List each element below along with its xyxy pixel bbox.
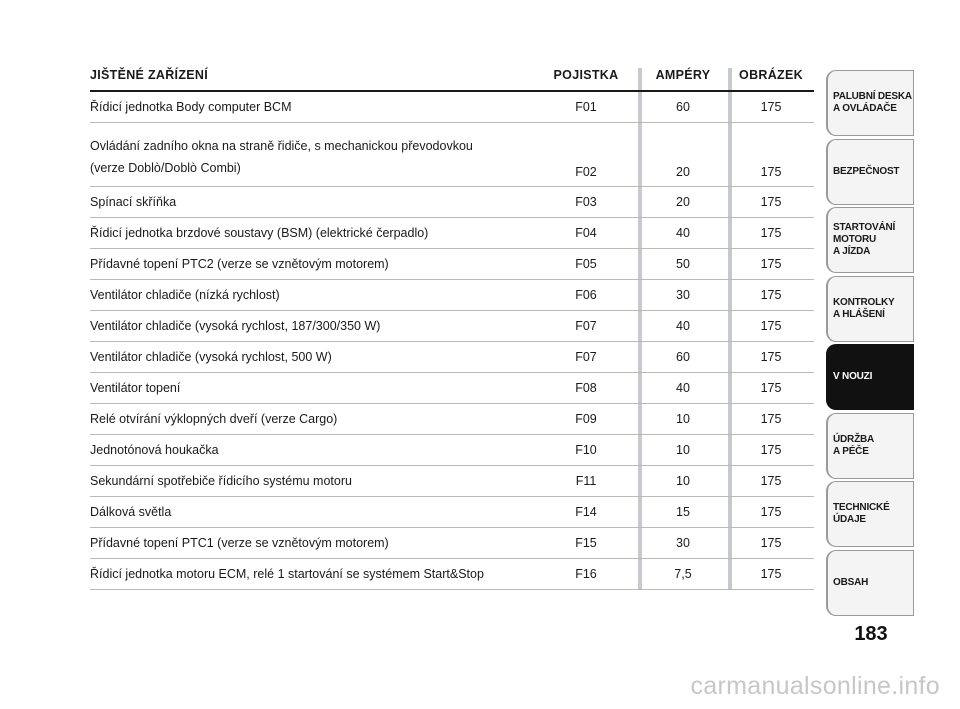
device-cell: [90, 373, 534, 404]
chapter-tab-label: TECHNICKÉ ÚDAJE: [833, 502, 890, 525]
figure-cell: 175: [728, 91, 814, 123]
amps-cell: 15: [638, 497, 728, 528]
fuse-cell: F01: [534, 91, 638, 123]
chapter-tabs: [826, 70, 916, 618]
fuse-table: [90, 62, 814, 590]
device-cell: [90, 218, 534, 249]
page-number: 183: [854, 623, 888, 645]
device-cell: [90, 187, 534, 218]
chapter-tab-label: V NOUZI: [833, 371, 873, 382]
figure-cell: 175: [728, 187, 814, 218]
table-row: [90, 497, 814, 528]
chapter-tab[interactable]: [826, 550, 914, 616]
figure-cell: 175: [728, 373, 814, 404]
device-cell: [90, 311, 534, 342]
header-device: JIŠTĚNÉ ZAŘÍZENÍ: [90, 62, 534, 91]
device-cell: [90, 435, 534, 466]
device-text: (verze Doblò/Doblò Combi): [90, 161, 241, 175]
chapter-tab-label: KONTROLKY A HLÁŠENÍ: [833, 296, 895, 320]
fuse-cell: F06: [534, 280, 638, 311]
amps-cell: 40: [638, 373, 728, 404]
chapter-tab[interactable]: [826, 413, 914, 479]
figure-cell: 175: [728, 311, 814, 342]
chapter-tab-label: PALUBNÍ DESKA A OVLÁDAČE: [833, 91, 912, 114]
amps-cell: 30: [638, 528, 728, 559]
watermark: carmanualsonline.info: [690, 672, 940, 700]
fuse-cell: F14: [534, 497, 638, 528]
amps-cell: 30: [638, 280, 728, 311]
fuse-cell: F04: [534, 218, 638, 249]
figure-cell: 175: [728, 528, 814, 559]
chapter-tab-label: OBSAH: [833, 576, 869, 588]
device-text: Přídavné topení PTC1 (verze se vznětovým motorem): [90, 536, 389, 550]
figure-cell: 175: [728, 435, 814, 466]
amps-cell: 40: [638, 311, 728, 342]
device-cell: [90, 123, 534, 187]
chapter-tab-label: ÚDRŽBA A PÉČE: [833, 433, 875, 457]
chapter-tab[interactable]: [826, 344, 914, 410]
device-cell: [90, 342, 534, 373]
device-text: Řídicí jednotka motoru ECM, relé 1 startování se systémem Start&Stop: [90, 567, 484, 581]
table-row: [90, 91, 814, 123]
device-cell: [90, 280, 534, 311]
device-text: Spínací skříňka: [90, 195, 177, 209]
fuse-cell: F09: [534, 404, 638, 435]
figure-cell: 175: [728, 559, 814, 590]
device-cell: [90, 404, 534, 435]
chapter-tab-label: BEZPEČNOST: [833, 165, 900, 177]
header-figure: OBRÁZEK: [728, 62, 814, 91]
chapter-tab[interactable]: [826, 139, 914, 205]
device-cell: [90, 249, 534, 280]
table-row: [90, 280, 814, 311]
figure-cell: 175: [728, 404, 814, 435]
fuse-cell: F03: [534, 187, 638, 218]
table-row: [90, 123, 814, 187]
table-row: [90, 373, 814, 404]
figure-cell: 175: [728, 280, 814, 311]
device-text: Dálková světla: [90, 505, 172, 519]
device-cell: [90, 91, 534, 123]
device-text: Ovládání zadního okna na straně řidiče, s mechanickou převodovkou: [90, 139, 473, 153]
chapter-tab[interactable]: [826, 276, 914, 342]
table-row: [90, 435, 814, 466]
fuse-cell: F15: [534, 528, 638, 559]
table-row: [90, 342, 814, 373]
figure-cell: 175: [728, 123, 814, 187]
figure-cell: 175: [728, 466, 814, 497]
figure-cell: 175: [728, 497, 814, 528]
table-row: [90, 218, 814, 249]
device-text: Ventilátor chladiče (vysoká rychlost, 500 W): [90, 350, 332, 364]
fuse-cell: F08: [534, 373, 638, 404]
fuse-cell: F07: [534, 311, 638, 342]
fuse-cell: F05: [534, 249, 638, 280]
fuse-cell: F11: [534, 466, 638, 497]
fuse-cell: F16: [534, 559, 638, 590]
amps-cell: 60: [638, 342, 728, 373]
table-row: [90, 559, 814, 590]
device-text: Ventilátor chladiče (vysoká rychlost, 187/300/350 W): [90, 319, 381, 333]
device-cell: [90, 466, 534, 497]
device-text: Relé otvírání výklopných dveří (verze Cargo): [90, 412, 338, 426]
chapter-tab-label: STARTOVÁNÍ MOTORU A JÍZDA: [833, 222, 896, 257]
device-text: Sekundární spotřebiče řídicího systému motoru: [90, 474, 352, 488]
device-text: Řídicí jednotka brzdové soustavy (BSM) (elektrické čerpadlo): [90, 226, 429, 240]
device-cell: [90, 497, 534, 528]
device-text: Přídavné topení PTC2 (verze se vznětovým motorem): [90, 257, 389, 271]
figure-cell: 175: [728, 249, 814, 280]
device-cell: [90, 559, 534, 590]
table-row: [90, 466, 814, 497]
amps-cell: 10: [638, 435, 728, 466]
amps-cell: 20: [638, 187, 728, 218]
table-row: [90, 311, 814, 342]
figure-cell: 175: [728, 342, 814, 373]
table-header-row: [90, 62, 814, 91]
table-row: [90, 249, 814, 280]
chapter-tab[interactable]: [826, 70, 914, 136]
table-row: [90, 187, 814, 218]
header-amps: AMPÉRY: [638, 62, 728, 91]
table-row: [90, 404, 814, 435]
amps-cell: 40: [638, 218, 728, 249]
device-text: Řídicí jednotka Body computer BCM: [90, 100, 292, 114]
table-row: [90, 528, 814, 559]
amps-cell: 10: [638, 404, 728, 435]
amps-cell: 10: [638, 466, 728, 497]
amps-cell: 50: [638, 249, 728, 280]
fuse-table-body: [90, 91, 814, 590]
amps-cell: 20: [638, 123, 728, 187]
chapter-tab[interactable]: [826, 481, 914, 547]
device-text: Ventilátor chladiče (nízká rychlost): [90, 288, 280, 302]
fuse-cell: F07: [534, 342, 638, 373]
amps-cell: 60: [638, 91, 728, 123]
amps-cell: 7,5: [638, 559, 728, 590]
figure-cell: 175: [728, 218, 814, 249]
device-text: Ventilátor topení: [90, 381, 181, 395]
header-fuse: POJISTKA: [534, 62, 638, 91]
chapter-tab[interactable]: [826, 207, 914, 273]
device-cell: [90, 528, 534, 559]
fuse-cell: F10: [534, 435, 638, 466]
fuse-cell: F02: [534, 123, 638, 187]
device-text: Jednotónová houkačka: [90, 443, 219, 457]
